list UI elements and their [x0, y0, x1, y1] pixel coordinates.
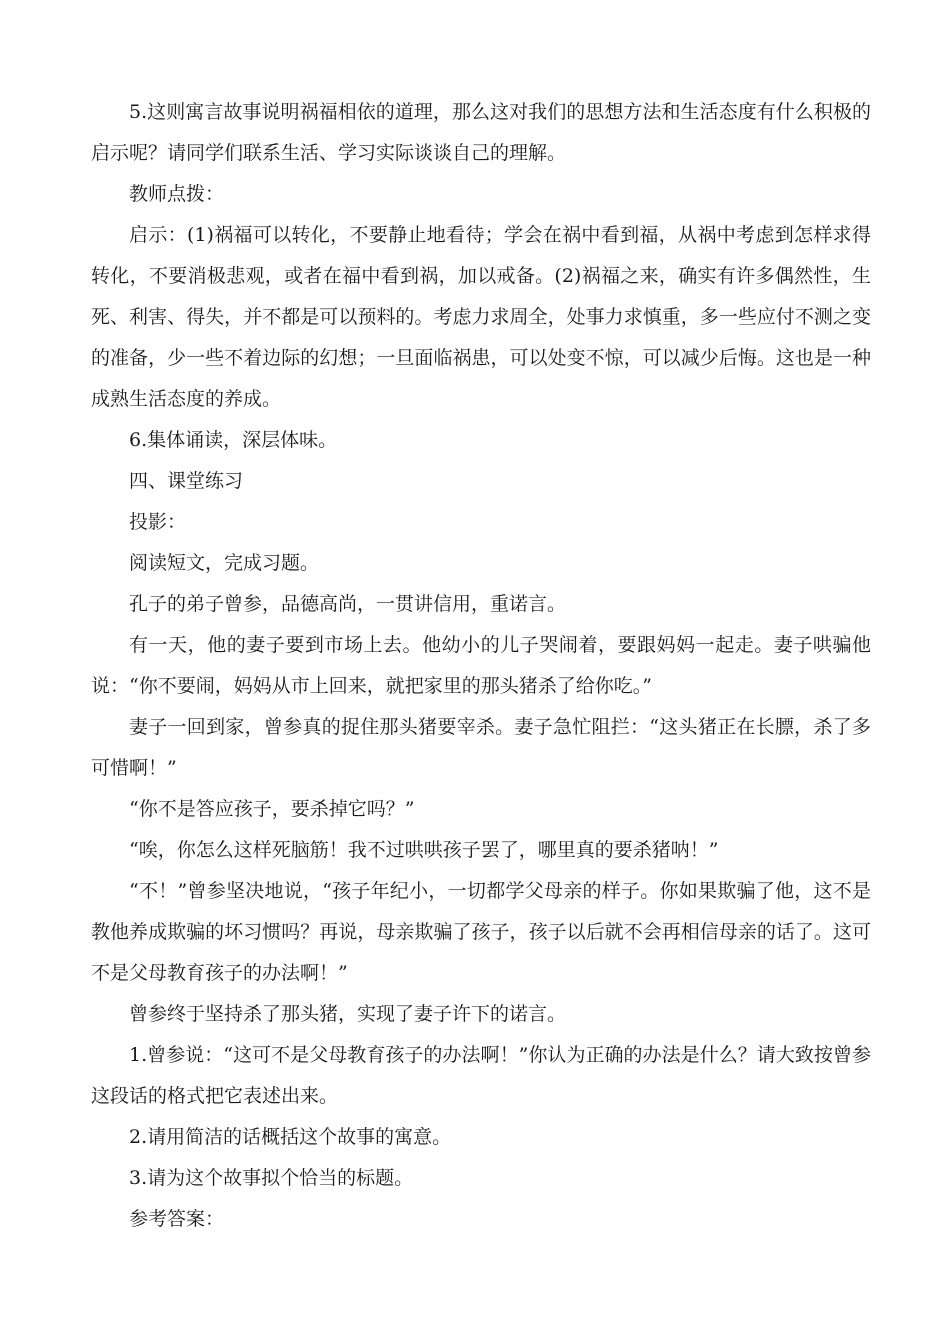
story-paragraph: 妻子一回到家，曾参真的捉住那头猪要宰杀。妻子急忙阻拦：“这头猪正在长膘，杀了多可惜啊！” [91, 716, 871, 779]
step-6: 6.集体诵读，深层体味。 [129, 429, 338, 451]
inspiration-paragraph: 启示：(1)祸福可以转化，不要静止地看待；学会在祸中看到福，从祸中考虑到怎样求得转化，不要消极悲观，或者在福中看到祸，加以戒备。(2)祸福之来，确实有许多偶然性，生死、利害、得失，并不都是可以预料的。考虑力求周全，处事力求慎重，多一些应付不测之变的准备，少一些不着边际的幻想；一旦面临祸患，可以处变不惊，可以减少后悔。这也是一种成熟生活态度的养成。 [91, 224, 871, 410]
reference-answer-heading: 参考答案： [129, 1208, 225, 1230]
projection-label: 投影： [129, 511, 187, 533]
question-5: 5.这则寓言故事说明祸福相依的道理，那么这对我们的思想方法和生活态度有什么积极的启示呢？请同学们联系生活、学习实际谈谈自己的理解。 [91, 101, 871, 164]
exercise-question-1: 1.曾参说：“这可不是父母教育孩子的办法啊！”你认为正确的办法是什么？请大致按曾参这段话的格式把它表述出来。 [91, 1044, 871, 1107]
story-paragraph: 曾参终于坚持杀了那头猪，实现了妻子许下的诺言。 [129, 1003, 567, 1025]
exercise-question-2: 2.请用简洁的话概括这个故事的寓意。 [129, 1126, 452, 1148]
section-heading-classroom-exercise: 四、课堂练习 [129, 470, 244, 492]
story-paragraph: “不！”曾参坚决地说，“孩子年纪小，一切都学父母亲的样子。你如果欺骗了他，这不是教他养成欺骗的坏习惯吗？再说，母亲欺骗了孩子，孩子以后就不会再相信母亲的话了。这可不是父母教育孩子的办法啊！” [91, 880, 871, 984]
teacher-guidance-heading: 教师点拨： [129, 183, 225, 205]
story-paragraph: “唉，你怎么这样死脑筋！我不过哄哄孩子罢了，哪里真的要杀猪呐！” [129, 839, 719, 861]
exercise-question-3: 3.请为这个故事拟个恰当的标题。 [129, 1167, 414, 1189]
story-paragraph: 孔子的弟子曾参，品德高尚，一贯讲信用，重诺言。 [129, 593, 567, 615]
reading-instruction: 阅读短文，完成习题。 [129, 552, 320, 574]
document-page [91, 92, 871, 1240]
story-paragraph: “你不是答应孩子，要杀掉它吗？” [129, 798, 415, 820]
story-paragraph: 有一天，他的妻子要到市场上去。他幼小的儿子哭闹着，要跟妈妈一起走。妻子哄骗他说：“你不要闹，妈妈从市上回来，就把家里的那头猪杀了给你吃。” [91, 634, 871, 697]
